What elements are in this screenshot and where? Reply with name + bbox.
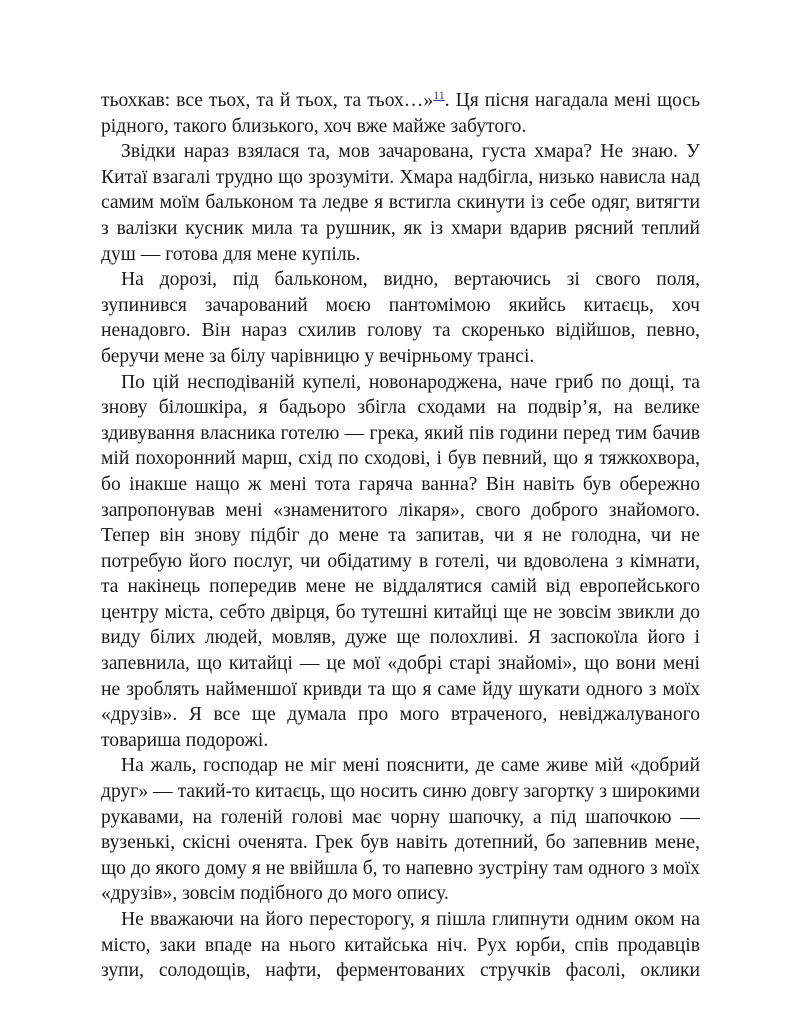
paragraph-1 xyxy=(101,88,700,139)
paragraph-2: Звідки нараз взялася та, мов зачарована, густа хмара? Не знаю. У Китаї взагалі трудно що зрозуміти. Хмара надбігла, низько нависла над самим моїм бальконом та ледве я встигла скинути із себе одяг, витягти з валізки кусник мила та рушник, як із хмари вдарив рясний теплий душ — готова для мене купіль. xyxy=(101,141,700,265)
paragraph-4: По цій несподіваній купелі, новонароджена, наче гриб по дощі, та знову білошкіра, я бадьоро збігла сходами на подвір’я, на велике здивування власника готелю — грека, який пів години перед тим бачив мій похоронний марш, схід по сходові, і був певний, що я тяжкохвора, бо інакше нащо ж мені тота гаряча ванна? Він навіть був обережно запропонував мені «знаменитого лікаря», свого доброго знайомого. Тепер він знову підбіг до мене та запитав, чи я не голодна, чи не потребую його послуг, чи обідатиму в готелі, чи вдоволена з кімнати, та накінець попередив мене не віддалятися самій від европейського центру міста, себто двірця, бо тутешні китайці ще не зовсім звикли до виду білих людей, мовляв, дуже ще полохливі. Я заспокоїла його і запевнила, що китайці — це мої «добрі старі знайомі», що вони мені не зроблять найменшої кривди та що я саме йду шукати одного з моїх «друзів». Я все ще думала про мого втраченого, невіджалуваного товариша подорожі. xyxy=(101,371,700,751)
footnote-reference-link[interactable]: 11 xyxy=(433,88,445,102)
paragraph-1-text-end: . Ця пісня нагадала мені щось рідного, такого близького, хоч вже майже забутого. xyxy=(101,90,701,137)
paragraph-3: На дорозі, під бальконом, видно, вертаючись зі свого поля, зупинився зачарований моєю пантомімою якийсь китаєць, хоч ненадовго. Він нараз схилив голову та скоренько відійшов, певно, беручи мене за білу чарівницю у вечірньому трансі. xyxy=(101,269,700,367)
paragraph-5: На жаль, господар не міг мені пояснити, де саме живе мій «добрий друг» — такий-то китаєць, що носить синю довгу загортку з широкими рукавами, на голеній голові має чорну шапочку, а під шапочкою — вузенькі, скісні оченята. Грек був навіть дотепний, бо запевнив мене, що до якого дому я не ввійшла б, то напевно зустріну там одного з моїх «друзів», зовсім подібного до мого опису. xyxy=(101,755,700,905)
paragraph-1-text-start: тьохкав: все тьох, та й тьох, та тьох…» xyxy=(101,90,434,111)
page-body xyxy=(101,88,700,984)
paragraph-6: Не вважаючи на його пересторогу, я пішла глипнути одним оком на місто, заки впаде на нього китайська ніч. Рух юрби, спів продавців зупи, солодощів, нафти, ферментованих стручків фасолі, оклики xyxy=(101,909,700,982)
